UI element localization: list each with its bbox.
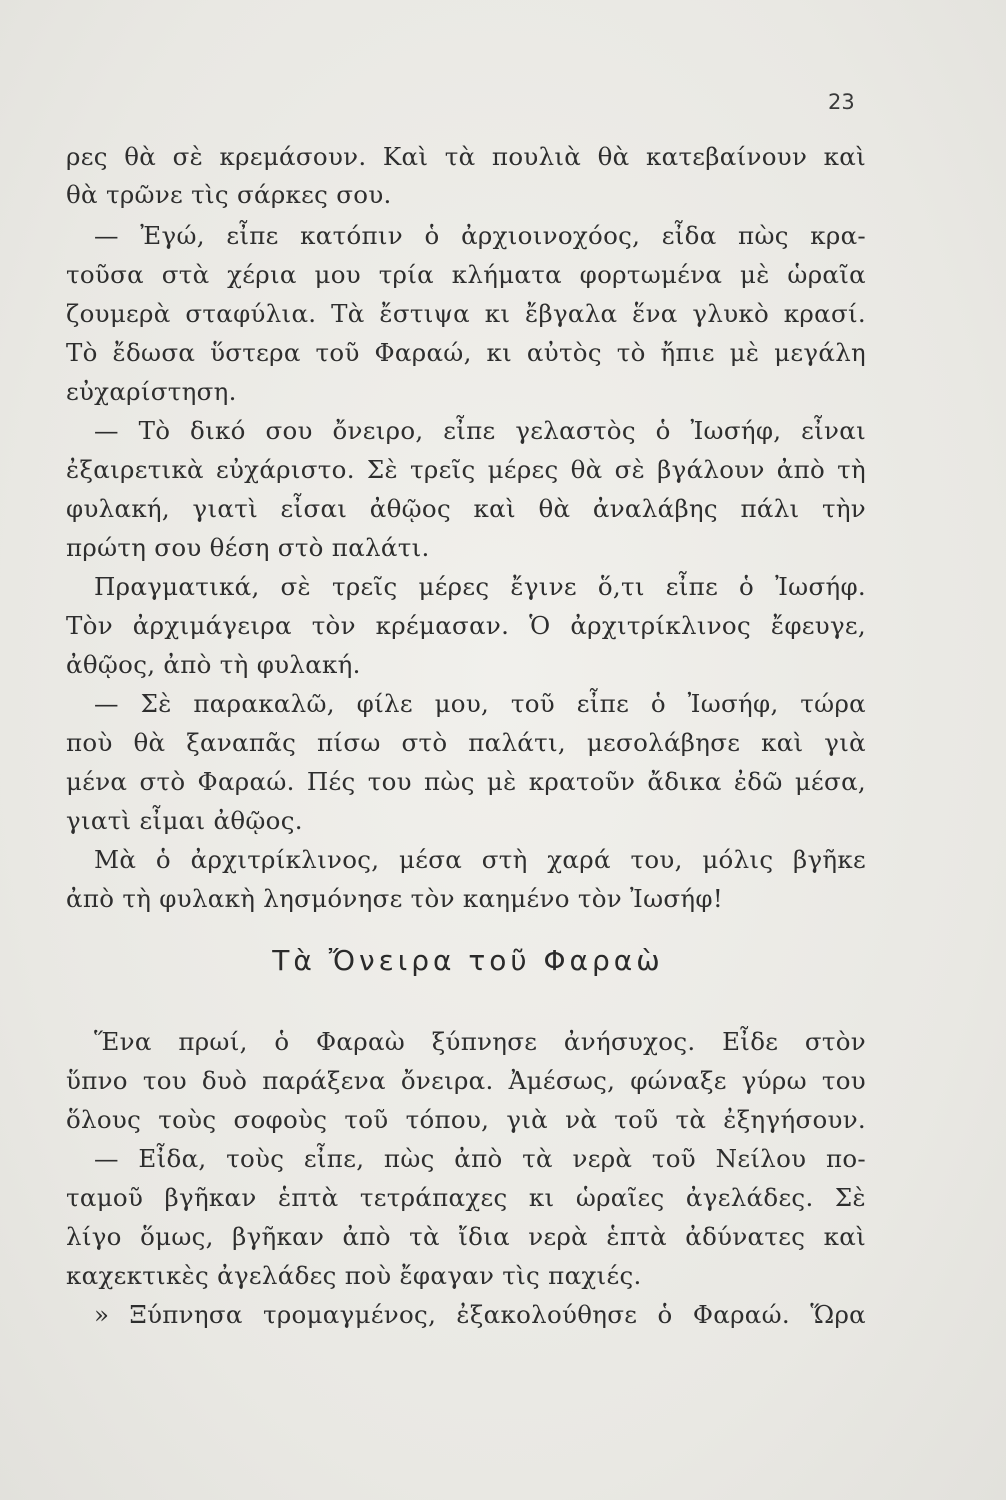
text-line: Τὸν ἀρχιμάγειρα τὸν κρέμασαν. Ὁ ἀρχιτρίκλινος ἔφευγε,	[66, 611, 866, 640]
text-line: ζουμερὰ σταφύλια. Τὰ ἔστιψα κι ἔβγαλα ἕνα γλυκὸ κρασί.	[66, 299, 866, 328]
text-line: ποὺ θὰ ξαναπᾶς πίσω στὸ παλάτι, μεσολάβησε καὶ γιὰ	[66, 728, 866, 757]
text-line: ὕπνο του δυὸ παράξενα ὄνειρα. Ἀμέσως, φώναξε γύρω του	[66, 1066, 866, 1095]
text-line: καχεκτικὲς ἀγελάδες ποὺ ἔφαγαν τὶς παχιές.	[66, 1261, 642, 1290]
text-line: ἐξαιρετικὰ εὐχάριστο. Σὲ τρεῖς μέρες θὰ σὲ βγάλουν ἀπὸ τὴ	[66, 455, 866, 484]
text-line: εὐχαρίστηση.	[66, 377, 237, 406]
text-line: πρώτη σου θέση στὸ παλάτι.	[66, 533, 430, 562]
text-line: ρες θὰ σὲ κρεμάσουν. Καὶ τὰ πουλιὰ θὰ κατεβαίνουν καὶ	[66, 142, 866, 171]
text-line: λίγο ὅμως, βγῆκαν ἀπὸ τὰ ἴδια νερὰ ἑπτὰ ἀδύνατες καὶ	[66, 1222, 866, 1251]
text-line: ἀθῷος, ἀπὸ τὴ φυλακή.	[66, 650, 361, 679]
text-line: Πραγματικά, σὲ τρεῖς μέρες ἔγινε ὅ,τι εἶπε ὁ Ἰωσήφ.	[94, 572, 866, 601]
text-line: μένα στὸ Φαραώ. Πές του πὼς μὲ κρατοῦν ἄδικα ἐδῶ μέσα,	[66, 767, 866, 796]
text-line: ὅλους τοὺς σοφοὺς τοῦ τόπου, γιὰ νὰ τοῦ τὰ ἐξηγήσουν.	[66, 1105, 866, 1134]
text-line: » Ξύπνησα τρομαγμένος, ἐξακολούθησε ὁ Φαραώ. Ὥρα	[94, 1300, 866, 1329]
text-line: — Σὲ παρακαλῶ, φίλε μου, τοῦ εἶπε ὁ Ἰωσήφ, τώρα	[94, 689, 866, 718]
text-line: ἀπὸ τὴ φυλακὴ λησμόνησε τὸν καημένο τὸν Ἰωσήφ!	[66, 884, 723, 913]
section-heading: Τὰ Ὄνειρα τοῦ Φαραὼ	[272, 944, 664, 977]
text-line: Ἕνα πρωί, ὁ Φαραὼ ξύπνησε ἀνήσυχος. Εἶδε στὸν	[94, 1027, 866, 1056]
text-line: — Ἐγώ, εἶπε κατόπιν ὁ ἀρχιοινοχόος, εἶδα πὼς κρα-	[94, 221, 866, 250]
text-line: ταμοῦ βγῆκαν ἑπτὰ τετράπαχες κι ὡραῖες ἀγελάδες. Σὲ	[66, 1183, 866, 1212]
text-line: Τὸ ἔδωσα ὕστερα τοῦ Φαραώ, κι αὐτὸς τὸ ἤπιε μὲ μεγάλη	[66, 338, 866, 367]
text-line: τοῦσα στὰ χέρια μου τρία κλήματα φορτωμένα μὲ ὡραῖα	[66, 260, 866, 289]
page-number: 23	[828, 90, 855, 114]
text-line: — Εἶδα, τοὺς εἶπε, πὼς ἀπὸ τὰ νερὰ τοῦ Νείλου πο-	[94, 1144, 866, 1173]
text-line: — Τὸ δικό σου ὄνειρο, εἶπε γελαστὸς ὁ Ἰωσήφ, εἶναι	[94, 416, 866, 445]
text-line: Μὰ ὁ ἀρχιτρίκλινος, μέσα στὴ χαρά του, μόλις βγῆκε	[94, 845, 866, 874]
text-line: φυλακή, γιατὶ εἶσαι ἀθῷος καὶ θὰ ἀναλάβης πάλι τὴν	[66, 494, 866, 523]
text-line: θὰ τρῶνε τὶς σάρκες σου.	[66, 180, 392, 209]
text-line: γιατὶ εἶμαι ἀθῷος.	[66, 806, 303, 835]
